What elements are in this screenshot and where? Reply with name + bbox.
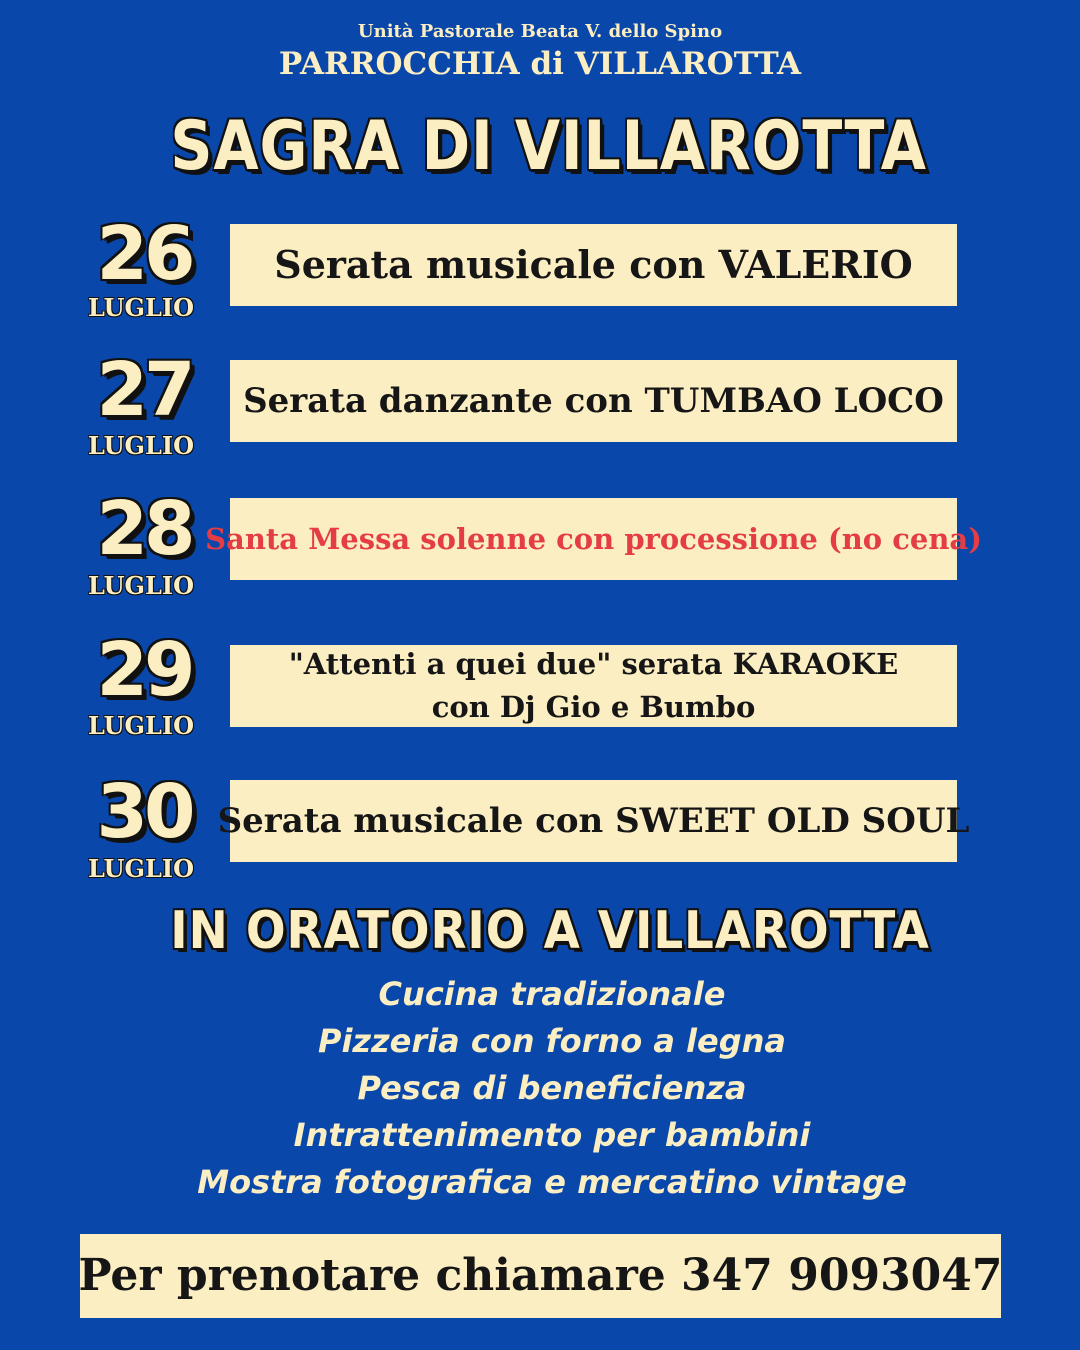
features-list xyxy=(0,971,1080,1206)
event-4-month: LUGLIO xyxy=(88,711,194,740)
poster-title: SAGRA DI VILLAROTTA xyxy=(170,107,927,186)
event-2-box xyxy=(230,360,957,442)
feature-item: Mostra fotografica e mercatino vintage xyxy=(197,1163,907,1201)
booking-banner xyxy=(80,1234,1001,1318)
event-2-month: LUGLIO xyxy=(88,431,194,460)
event-4-text-line-1: "Attenti a quei due" serata KARAOKE xyxy=(288,647,899,681)
event-4-box xyxy=(230,645,957,727)
event-1-month: LUGLIO xyxy=(88,293,194,322)
event-4-day: 29 xyxy=(96,627,192,713)
event-4-text xyxy=(284,643,904,729)
event-2-day: 27 xyxy=(96,347,192,433)
event-5-box xyxy=(217,780,970,862)
venue-heading: IN ORATORIO A VILLAROTTA xyxy=(170,901,930,961)
event-3-month: LUGLIO xyxy=(88,571,194,600)
event-3-text: Santa Messa solenne con processione (no cena) xyxy=(205,522,982,556)
event-5-text: Serata musicale con SWEET OLD SOUL xyxy=(217,801,970,841)
event-3-day: 28 xyxy=(96,486,192,572)
organization-name: Unità Pastorale Beata V. dello Spino xyxy=(357,21,723,42)
event-1-text: Serata musicale con VALERIO xyxy=(274,242,913,287)
feature-item: Intrattenimento per bambini xyxy=(293,1116,811,1154)
event-3-box xyxy=(205,498,982,580)
event-4-text-line-2: con Dj Gio e Bumbo xyxy=(431,690,756,724)
feature-item: Pesca di beneficienza xyxy=(357,1069,747,1107)
booking-text: Per prenotare chiamare 347 9093047 xyxy=(78,1250,1003,1301)
feature-item: Pizzeria con forno a legna xyxy=(317,1022,786,1060)
event-5-month: LUGLIO xyxy=(88,854,194,883)
parish-name: PARROCCHIA di VILLAROTTA xyxy=(278,46,802,82)
event-1-box xyxy=(230,224,957,306)
event-2-text: Serata danzante con TUMBAO LOCO xyxy=(243,381,944,421)
event-1-day: 26 xyxy=(96,211,192,297)
feature-item: Cucina tradizionale xyxy=(378,975,726,1013)
event-5-day: 30 xyxy=(96,769,192,855)
